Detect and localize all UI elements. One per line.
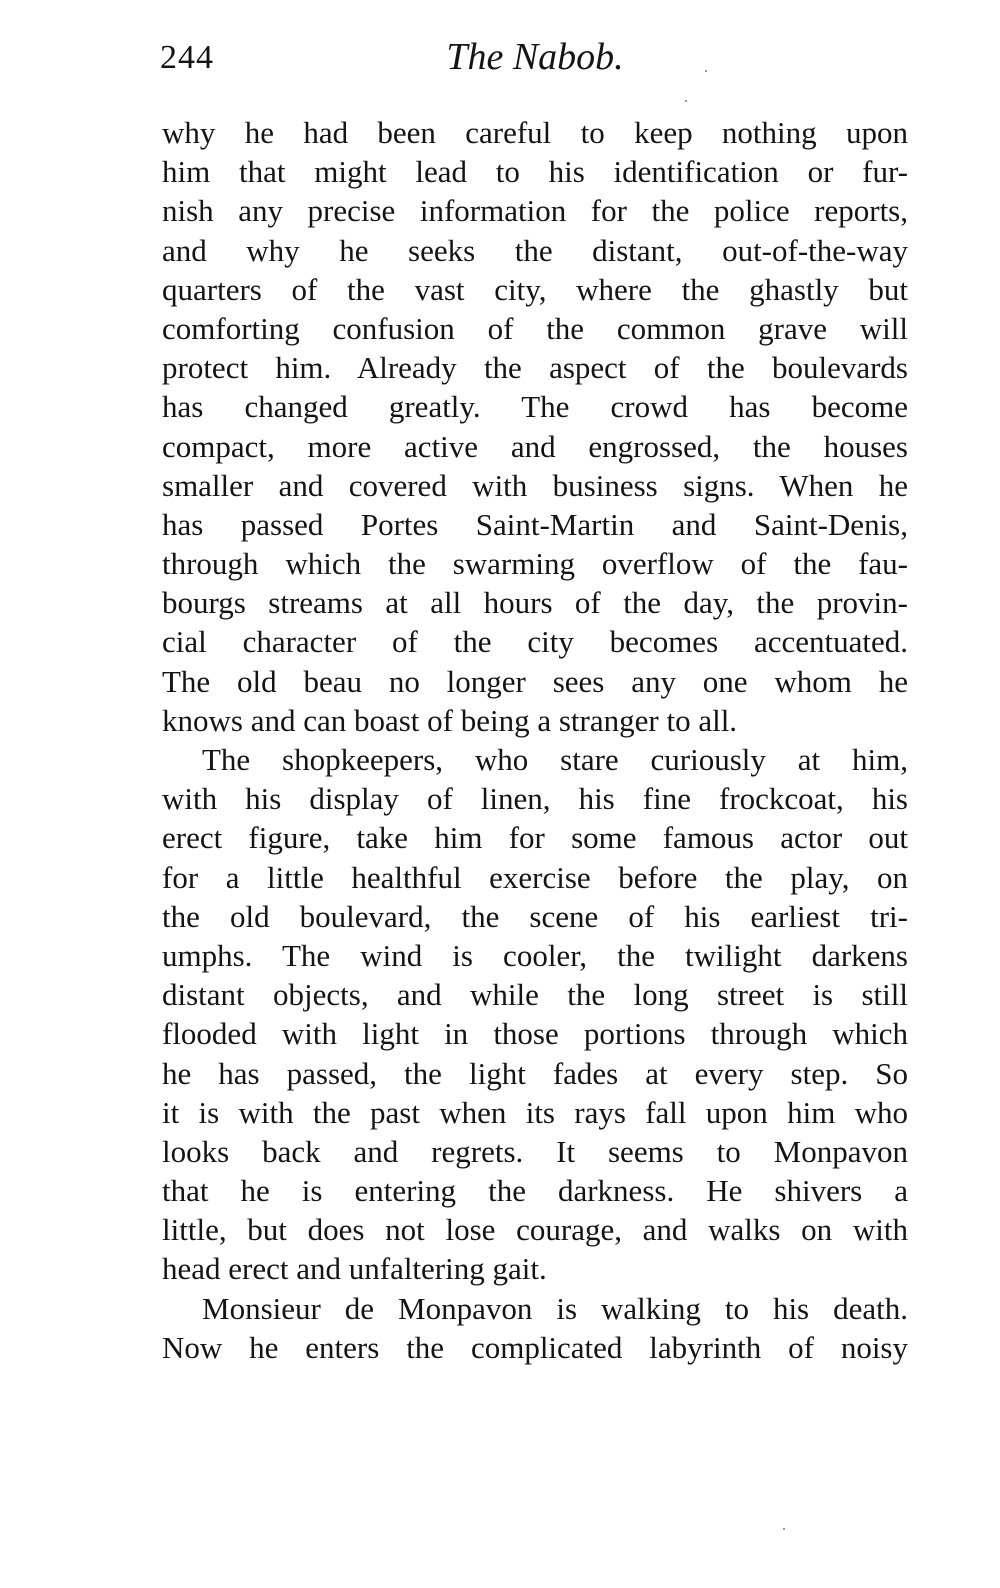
text-line: cial character of the city becomes accentuated. <box>162 624 908 660</box>
scan-speck <box>783 1528 785 1530</box>
text-line: umphs. The wind is cooler, the twilight darkens <box>162 937 908 973</box>
text-line: The old beau no longer sees any one whom he <box>162 663 908 699</box>
text-line: through which the swarming overflow of the fau- <box>162 546 908 582</box>
text-line: distant objects, and while the long street is still <box>162 977 908 1013</box>
body-text <box>162 113 908 1367</box>
text-line: for a little healthful exercise before the play, on <box>162 859 908 895</box>
text-line: it is with the past when its rays fall upon him who <box>162 1094 908 1130</box>
text-line: erect figure, take him for some famous actor out <box>162 820 908 856</box>
text-line: Monsieur de Monpavon is walking to his death. <box>202 1290 908 1326</box>
text-line: quarters of the vast city, where the ghastly but <box>162 271 908 307</box>
page-number: 244 <box>160 39 214 76</box>
text-line: compact, more active and engrossed, the houses <box>162 428 908 464</box>
text-line: has changed greatly. The crowd has become <box>162 389 908 425</box>
text-line: head erect and unfaltering gait. <box>162 1251 547 1287</box>
text-line: him that might lead to his identification or fur- <box>162 154 908 190</box>
text-line: The shopkeepers, who stare curiously at him, <box>202 742 908 777</box>
scan-speck <box>705 70 707 72</box>
text-line: the old boulevard, the scene of his earliest tri- <box>162 898 908 934</box>
text-line: knows and can boast of being a stranger to all. <box>162 702 738 738</box>
text-line: bourgs streams at all hours of the day, the provin- <box>162 585 908 621</box>
text-line: nish any precise information for the police reports, <box>162 193 908 229</box>
scan-speck <box>685 100 687 102</box>
text-line: why he had been careful to keep nothing upon <box>162 115 908 150</box>
text-line: looks back and regrets. It seems to Monpavon <box>162 1133 908 1169</box>
text-line: that he is entering the darkness. He shivers a <box>162 1173 908 1209</box>
text-line: Now he enters the complicated labyrinth of noisy <box>162 1329 908 1365</box>
text-line: with his display of linen, his fine frockcoat, his <box>162 781 908 817</box>
text-line: protect him. Already the aspect of the boulevards <box>162 350 908 386</box>
text-line: comforting confusion of the common grave will <box>162 310 908 346</box>
text-line: little, but does not lose courage, and walks on with <box>162 1212 908 1248</box>
text-line: has passed Portes Saint-Martin and Saint-Denis, <box>162 506 908 542</box>
text-line: smaller and covered with business signs. When he <box>162 467 908 503</box>
text-line: flooded with light in those portions through which <box>162 1016 908 1052</box>
running-title: The Nabob. <box>446 36 624 78</box>
text-line: and why he seeks the distant, out-of-the-way <box>162 232 908 268</box>
text-line: he has passed, the light fades at every step. So <box>162 1055 908 1091</box>
